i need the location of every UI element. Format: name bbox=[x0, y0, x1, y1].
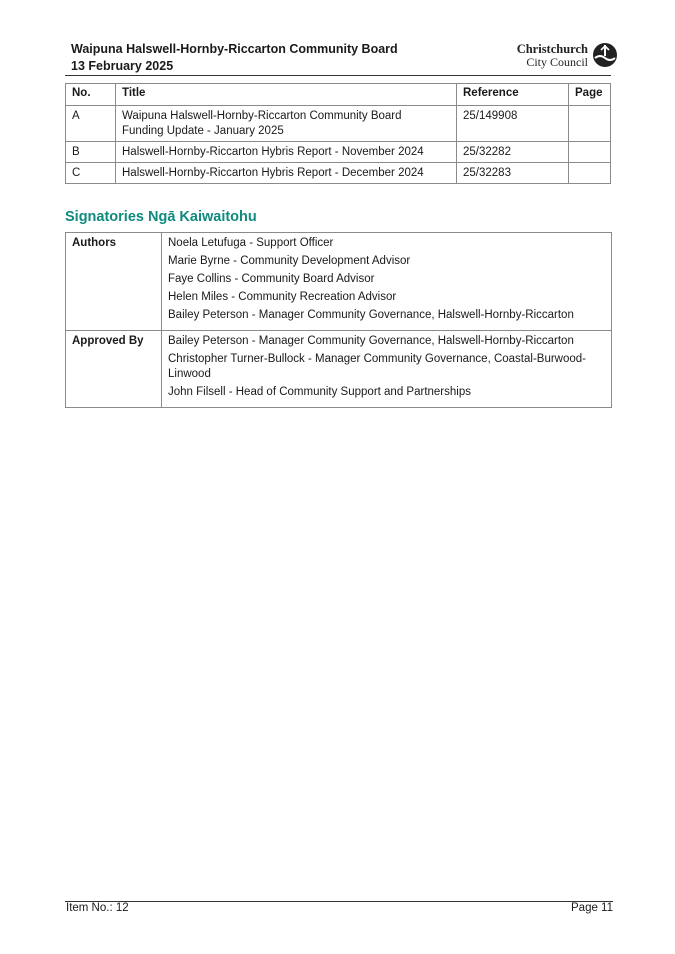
author-entry: Marie Byrne - Community Development Advisor bbox=[168, 255, 411, 267]
footer-divider bbox=[65, 901, 613, 902]
approver-entry: Christopher Turner-Bullock - Manager Community Governance, Coastal-Burwood-Linwood bbox=[168, 353, 587, 380]
attachment-title: Halswell-Hornby-Riccarton Hybris Report - November 2024 bbox=[116, 142, 457, 163]
christchurch-city-council-logo-icon bbox=[592, 42, 618, 68]
attachment-reference: 25/32283 bbox=[457, 163, 569, 184]
column-header-reference: Reference bbox=[457, 84, 569, 106]
authors-list bbox=[162, 233, 612, 331]
logo-line-1: Christchurch bbox=[516, 42, 588, 56]
logo-line-2: City Council bbox=[526, 55, 588, 69]
column-header-no: No. bbox=[66, 84, 116, 106]
header-divider bbox=[65, 75, 611, 76]
signatories-table bbox=[65, 232, 612, 408]
board-name: Waipuna Halswell-Hornby-Riccarton Community Board bbox=[71, 42, 398, 56]
author-entry: Faye Collins - Community Board Advisor bbox=[168, 273, 375, 285]
attachment-title: Halswell-Hornby-Riccarton Hybris Report - December 2024 bbox=[116, 163, 457, 184]
approvers-list bbox=[162, 331, 612, 408]
table-row bbox=[66, 233, 612, 331]
table-row bbox=[66, 106, 611, 142]
council-logo bbox=[508, 40, 618, 70]
attachments-table bbox=[65, 83, 611, 184]
author-entry: Bailey Peterson - Manager Community Governance, Halswell-Hornby-Riccarton bbox=[168, 309, 574, 321]
item-number: Item No.: 12 bbox=[66, 902, 129, 914]
approved-by-label: Approved By bbox=[66, 331, 162, 408]
table-row bbox=[66, 163, 611, 184]
signatories-heading: Signatories Ngā Kaiwaitohu bbox=[65, 209, 257, 225]
attachment-page bbox=[569, 106, 611, 142]
attachment-title bbox=[116, 106, 457, 142]
attachment-reference: 25/149908 bbox=[457, 106, 569, 142]
attachment-page bbox=[569, 163, 611, 184]
attachment-no: B bbox=[66, 142, 116, 163]
attachment-reference: 25/32282 bbox=[457, 142, 569, 163]
column-header-title: Title bbox=[116, 84, 457, 106]
table-row bbox=[66, 331, 612, 408]
attachments-header-row bbox=[66, 84, 611, 106]
approver-entry: Bailey Peterson - Manager Community Governance, Halswell-Hornby-Riccarton bbox=[168, 335, 574, 347]
attachment-title-line: Funding Update - January 2025 bbox=[122, 125, 284, 137]
attachment-no: A bbox=[66, 106, 116, 142]
author-entry: Noela Letufuga - Support Officer bbox=[168, 237, 334, 249]
authors-label: Authors bbox=[66, 233, 162, 331]
attachment-page bbox=[569, 142, 611, 163]
table-row bbox=[66, 142, 611, 163]
attachment-title-line: Waipuna Halswell-Hornby-Riccarton Community Board bbox=[122, 110, 402, 122]
meeting-date: 13 February 2025 bbox=[71, 59, 174, 73]
page-number: Page 11 bbox=[571, 902, 613, 914]
author-entry: Helen Miles - Community Recreation Advisor bbox=[168, 291, 397, 303]
attachment-no: C bbox=[66, 163, 116, 184]
column-header-page: Page bbox=[569, 84, 611, 106]
approver-entry: John Filsell - Head of Community Support and Partnerships bbox=[168, 386, 471, 398]
